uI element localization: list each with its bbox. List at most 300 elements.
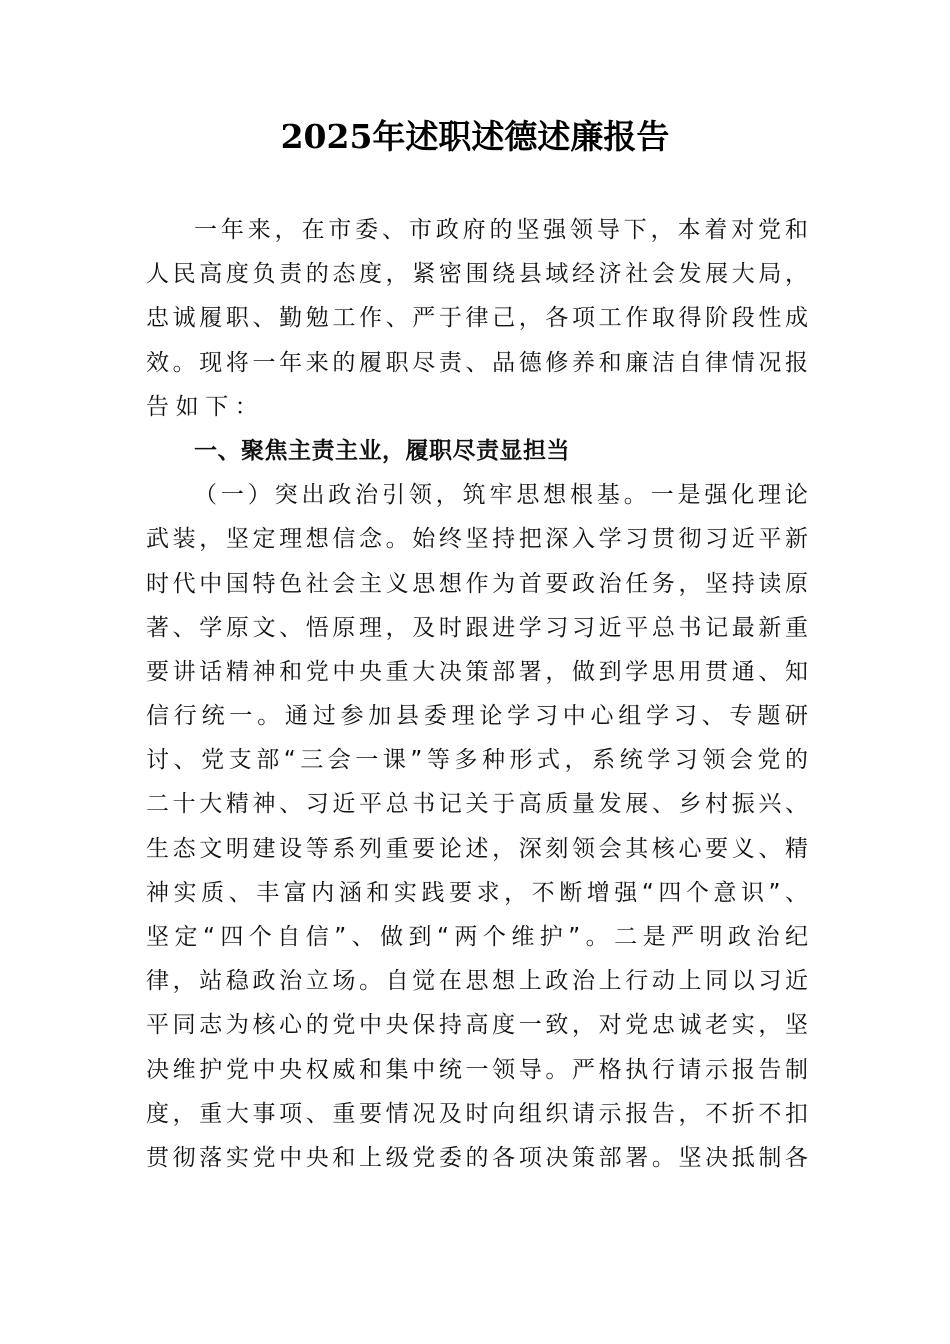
glyph: 时 — [465, 1100, 489, 1127]
glyph: 核 — [252, 1012, 276, 1039]
glyph: 信 — [305, 924, 329, 950]
glyph: 著 — [146, 614, 169, 641]
glyph: 个 — [248, 924, 272, 950]
glyph: 中 — [562, 703, 586, 730]
glyph: 丰 — [256, 879, 280, 906]
glyph: 威 — [332, 1056, 356, 1083]
glyph: 。 — [257, 703, 281, 730]
document-title: 2025年述职述德述廉报告 — [280, 117, 670, 156]
glyph: 实 — [731, 1012, 755, 1039]
glyph: 形 — [509, 747, 533, 774]
glyph: 、 — [228, 879, 252, 906]
glyph: 思 — [465, 968, 489, 995]
glyph: 新 — [785, 526, 808, 553]
glyph: 会 — [729, 747, 753, 774]
glyph: 统 — [438, 1056, 462, 1083]
glyph: 领 — [492, 1056, 516, 1083]
glyph: 、 — [351, 924, 375, 950]
glyph: 过 — [312, 703, 336, 730]
glyph: 重 — [385, 835, 409, 862]
glyph: 洁 — [651, 349, 675, 376]
glyph: 护 — [539, 924, 563, 950]
glyph: 话 — [199, 658, 223, 685]
glyph: 题 — [757, 703, 781, 730]
glyph: 特 — [252, 570, 276, 597]
glyph: 不 — [705, 1100, 729, 1127]
glyph: 责 — [476, 437, 500, 464]
glyph: 牢 — [489, 482, 513, 509]
glyph: 首 — [518, 570, 542, 597]
glyph: 纪 — [784, 924, 808, 950]
glyph: 的 — [305, 261, 329, 288]
glyph: 近 — [731, 526, 755, 553]
glyph: 同 — [172, 1012, 196, 1039]
glyph: 的 — [305, 1012, 329, 1039]
glyph: 学 — [507, 703, 531, 730]
glyph: 四 — [658, 879, 682, 906]
glyph: 中 — [279, 1144, 303, 1171]
glyph: 基 — [596, 482, 620, 509]
glyph: ， — [572, 1012, 595, 1039]
glyph: 学 — [647, 747, 671, 774]
glyph: 会 — [327, 747, 351, 774]
glyph: 学 — [199, 614, 223, 641]
glyph: 深 — [545, 526, 569, 553]
glyph: 学 — [518, 614, 542, 641]
glyph: 明 — [225, 835, 249, 862]
glyph: 性 — [758, 305, 782, 332]
body-line — [146, 1003, 808, 1047]
glyph: 政 — [728, 924, 751, 950]
glyph: 聚 — [241, 437, 265, 464]
glyph: 尽 — [412, 349, 436, 376]
glyph: 想 — [438, 570, 462, 597]
glyph: 责 — [279, 261, 303, 288]
glyph: 量 — [572, 791, 595, 818]
glyph: 做 — [572, 658, 595, 685]
body-line — [146, 738, 808, 782]
glyph: 县 — [518, 261, 542, 288]
glyph: 习 — [758, 968, 782, 995]
glyph: 各 — [785, 1144, 808, 1171]
glyph: 要 — [449, 879, 473, 906]
glyph: 情 — [731, 349, 755, 376]
glyph: 忠 — [146, 305, 169, 332]
glyph: 格 — [598, 1056, 622, 1083]
glyph: 主 — [288, 437, 312, 464]
glyph: 治 — [279, 968, 303, 995]
glyph: ” — [768, 879, 781, 906]
glyph: 政 — [328, 482, 352, 509]
glyph: 意 — [713, 879, 737, 906]
glyph: 市 — [328, 217, 352, 243]
glyph: 紧 — [412, 261, 436, 288]
glyph: 治 — [572, 968, 595, 995]
glyph: 总 — [651, 614, 675, 641]
glyph: 德 — [518, 349, 542, 376]
glyph: 人 — [146, 261, 169, 288]
glyph: 履 — [405, 437, 429, 464]
glyph: 专 — [729, 703, 753, 730]
glyph: 近 — [785, 968, 808, 995]
glyph: 用 — [678, 658, 702, 685]
glyph: 决 — [146, 1056, 169, 1083]
glyph: 党 — [252, 1144, 276, 1171]
glyph: 把 — [518, 526, 542, 553]
glyph: 党 — [757, 747, 781, 774]
glyph: 统 — [201, 703, 225, 730]
glyph: 修 — [545, 349, 569, 376]
glyph: ” — [410, 747, 423, 774]
glyph: 、 — [279, 791, 303, 818]
glyph: 场 — [332, 968, 356, 995]
glyph: 和 — [279, 658, 303, 685]
glyph: 报 — [625, 1100, 649, 1127]
glyph: 大 — [412, 658, 436, 685]
glyph: 告 — [758, 1056, 782, 1083]
glyph: 平 — [625, 614, 649, 641]
glyph: 的 — [465, 1144, 489, 1171]
glyph: 原 — [785, 570, 808, 597]
glyph: 的 — [489, 217, 513, 243]
glyph: 精 — [785, 835, 808, 862]
glyph: 上 — [518, 968, 542, 995]
glyph: 坚 — [705, 570, 729, 597]
glyph: 讨 — [146, 747, 169, 774]
glyph: ， — [545, 658, 569, 685]
glyph: 本 — [677, 217, 701, 243]
glyph: 域 — [545, 261, 569, 288]
glyph: 政 — [435, 217, 459, 243]
glyph: 务 — [651, 570, 675, 597]
body-line — [146, 1092, 808, 1136]
glyph: 行 — [651, 1056, 675, 1083]
glyph: 会 — [598, 835, 622, 862]
glyph: ， — [758, 1012, 782, 1039]
glyph: 装 — [172, 526, 196, 553]
glyph: 领 — [570, 217, 594, 243]
glyph: 记 — [705, 614, 729, 641]
glyph: 立 — [305, 968, 329, 995]
glyph: 告 — [651, 1100, 675, 1127]
glyph: 项 — [572, 305, 595, 332]
glyph: 于 — [492, 791, 516, 818]
glyph: 和 — [784, 217, 808, 243]
body-line — [146, 959, 808, 1003]
glyph: 县 — [396, 703, 420, 730]
glyph: 效 — [146, 349, 169, 376]
glyph: 作 — [465, 570, 489, 597]
glyph: 领 — [702, 747, 726, 774]
glyph: 重 — [785, 614, 808, 641]
glyph: 会 — [651, 261, 675, 288]
glyph: 设 — [279, 835, 303, 862]
glyph: 主 — [359, 570, 382, 597]
glyph: 一 — [518, 1012, 542, 1039]
glyph: 不 — [531, 879, 555, 906]
glyph: 断 — [559, 879, 583, 906]
glyph: 事 — [252, 1100, 276, 1127]
glyph: 学 — [646, 703, 670, 730]
glyph: 导 — [518, 1056, 542, 1083]
glyph: 、 — [785, 791, 808, 818]
glyph: 筑 — [462, 482, 486, 509]
glyph: 委 — [355, 217, 379, 243]
glyph: 悟 — [305, 614, 329, 641]
glyph: 增 — [586, 879, 610, 906]
glyph: 折 — [731, 1100, 755, 1127]
glyph: 请 — [678, 1056, 702, 1083]
glyph: 阶 — [705, 305, 729, 332]
glyph: 度 — [146, 1100, 169, 1127]
glyph: 权 — [305, 1056, 329, 1083]
glyph: 社 — [305, 570, 329, 597]
glyph: 决 — [545, 1144, 569, 1171]
body-line — [146, 1048, 808, 1092]
glyph: 思 — [651, 658, 675, 685]
glyph: 组 — [518, 1100, 542, 1127]
glyph: 段 — [731, 305, 755, 332]
glyph: 一 — [650, 482, 674, 509]
glyph: 强 — [614, 879, 638, 906]
glyph: 进 — [492, 614, 516, 641]
glyph: 下 — [205, 393, 229, 420]
glyph: 课 — [382, 747, 406, 774]
glyph: 、 — [784, 879, 808, 906]
glyph: 况 — [758, 349, 782, 376]
glyph: 展 — [705, 261, 729, 288]
glyph: 以 — [731, 968, 755, 995]
glyph: 大 — [225, 1100, 249, 1127]
glyph: 稳 — [225, 968, 249, 995]
glyph: 度 — [492, 1012, 516, 1039]
glyph: 习 — [545, 614, 569, 641]
glyph: 绕 — [492, 261, 516, 288]
glyph: 色 — [279, 570, 303, 597]
glyph: 律 — [705, 349, 729, 376]
glyph: 情 — [385, 1100, 409, 1127]
glyph: 委 — [438, 1144, 462, 1171]
glyph: 坚 — [785, 1012, 808, 1039]
glyph: 贯 — [146, 1144, 169, 1171]
glyph: 执 — [625, 1056, 649, 1083]
glyph: 密 — [438, 261, 462, 288]
glyph: 中 — [412, 1056, 436, 1083]
glyph: 到 — [598, 658, 622, 685]
glyph: 想 — [305, 526, 329, 553]
glyph: ， — [274, 217, 298, 243]
glyph: 原 — [225, 614, 249, 641]
glyph: 原 — [332, 614, 356, 641]
glyph: 如 — [175, 393, 199, 420]
glyph: 做 — [380, 924, 404, 950]
glyph: 一 — [229, 703, 253, 730]
section-heading — [146, 429, 808, 473]
glyph: 制 — [758, 1144, 782, 1171]
glyph: 中 — [199, 570, 223, 597]
glyph: 决 — [705, 1144, 729, 1171]
body-line — [146, 252, 808, 296]
glyph: 四 — [220, 924, 244, 950]
glyph: 求 — [476, 879, 500, 906]
glyph: 读 — [758, 570, 782, 597]
glyph: 心 — [279, 1012, 303, 1039]
glyph: 报 — [785, 349, 808, 376]
glyph: 二 — [146, 791, 169, 818]
body-line — [146, 208, 808, 252]
glyph: 党 — [201, 747, 225, 774]
glyph: 的 — [332, 349, 356, 376]
glyph: 讲 — [172, 658, 196, 685]
glyph: 彻 — [172, 1144, 196, 1171]
glyph: 保 — [412, 1012, 436, 1039]
glyph: 根 — [570, 482, 594, 509]
glyph: 识 — [740, 879, 764, 906]
glyph: 和 — [359, 1056, 382, 1083]
glyph: 焦 — [264, 437, 288, 464]
glyph: 当 — [546, 437, 570, 464]
body-line — [146, 606, 808, 650]
glyph: 履 — [199, 305, 223, 332]
glyph: 重 — [385, 658, 409, 685]
glyph: 引 — [382, 482, 406, 509]
glyph: 彻 — [678, 526, 702, 553]
glyph: 经 — [572, 261, 595, 288]
glyph: 济 — [598, 261, 622, 288]
glyph: 的 — [784, 747, 808, 774]
glyph: 义 — [385, 570, 409, 597]
glyph: ） — [247, 482, 271, 509]
glyph: 习 — [674, 747, 698, 774]
glyph: 党 — [305, 658, 329, 685]
glyph: 记 — [438, 791, 462, 818]
glyph: 府 — [462, 217, 486, 243]
glyph: 高 — [518, 791, 542, 818]
glyph: 学 — [598, 526, 622, 553]
glyph: 。 — [651, 1144, 675, 1171]
glyph: 高 — [465, 1012, 489, 1039]
glyph: 政 — [572, 570, 595, 597]
glyph: ， — [172, 1100, 196, 1127]
glyph: 实 — [173, 879, 197, 906]
glyph: 自 — [385, 968, 409, 995]
glyph: 重 — [199, 1100, 223, 1127]
glyph: 最 — [731, 614, 755, 641]
glyph: 信 — [332, 526, 356, 553]
glyph: 落 — [199, 1144, 223, 1171]
glyph: 、 — [465, 349, 489, 376]
glyph: 述 — [465, 835, 489, 862]
glyph: 自 — [678, 349, 702, 376]
glyph: 民 — [172, 261, 196, 288]
glyph: 质 — [545, 791, 569, 818]
glyph: 理 — [451, 703, 475, 730]
glyph: 习 — [625, 526, 649, 553]
glyph: 一 — [465, 1056, 489, 1083]
glyph: 维 — [172, 1056, 196, 1083]
glyph: 明 — [699, 924, 723, 950]
glyph: 严 — [412, 305, 436, 332]
glyph: 年 — [220, 217, 244, 243]
glyph: 织 — [545, 1100, 569, 1127]
glyph: 集 — [385, 1056, 409, 1083]
glyph: 作 — [359, 305, 382, 332]
glyph: 始 — [412, 526, 436, 553]
glyph: 各 — [492, 1144, 516, 1171]
glyph: 文 — [252, 614, 276, 641]
glyph: 习 — [705, 526, 729, 553]
glyph: 、 — [217, 437, 241, 464]
glyph: 时 — [146, 570, 169, 597]
glyph: 得 — [678, 305, 702, 332]
glyph: 态 — [172, 835, 196, 862]
glyph: 践 — [421, 879, 445, 906]
glyph: 贯 — [705, 658, 729, 685]
glyph: 、 — [651, 791, 675, 818]
glyph: 习 — [305, 791, 329, 818]
glyph: 要 — [705, 835, 729, 862]
glyph: 态 — [332, 261, 356, 288]
glyph: 局 — [758, 261, 782, 288]
glyph: 系 — [332, 835, 356, 862]
glyph: 政 — [252, 968, 276, 995]
glyph: 定 — [174, 924, 198, 950]
glyph: 贯 — [651, 526, 675, 553]
glyph: 己 — [492, 305, 516, 332]
glyph: ， — [650, 217, 674, 243]
glyph: 平 — [146, 1012, 169, 1039]
glyph: 发 — [678, 261, 702, 288]
glyph: 到 — [408, 924, 432, 950]
glyph: 强 — [543, 217, 567, 243]
glyph: 老 — [705, 1012, 729, 1039]
glyph: ， — [518, 305, 542, 332]
glyph: 社 — [625, 261, 649, 288]
body-line — [146, 341, 808, 385]
glyph: 系 — [592, 747, 616, 774]
glyph: 护 — [199, 1056, 223, 1083]
glyph: 部 — [598, 1144, 622, 1171]
glyph: 策 — [465, 658, 489, 685]
glyph: 义 — [731, 835, 755, 862]
glyph: 为 — [492, 570, 516, 597]
glyph: 是 — [677, 482, 701, 509]
glyph: 要 — [146, 658, 169, 685]
glyph: 取 — [651, 305, 675, 332]
glyph: 论 — [784, 482, 808, 509]
glyph: ， — [492, 835, 516, 862]
glyph: 为 — [225, 1012, 249, 1039]
glyph: 署 — [625, 1144, 649, 1171]
glyph: 神 — [252, 658, 276, 685]
glyph: 廉 — [625, 349, 649, 376]
glyph: 来 — [305, 349, 329, 376]
glyph: 新 — [758, 614, 782, 641]
glyph: 度 — [359, 261, 382, 288]
glyph: 个 — [685, 879, 709, 906]
glyph: 想 — [543, 482, 567, 509]
glyph: 扣 — [785, 1100, 808, 1127]
glyph: 在 — [301, 217, 325, 243]
body-line — [146, 385, 808, 429]
glyph: 两 — [454, 924, 478, 950]
glyph: 示 — [598, 1100, 622, 1127]
body-line — [146, 694, 808, 738]
glyph: 信 — [146, 703, 169, 730]
glyph: 觉 — [412, 968, 436, 995]
glyph: 坚 — [678, 1144, 702, 1171]
glyph: 党 — [225, 1056, 249, 1083]
